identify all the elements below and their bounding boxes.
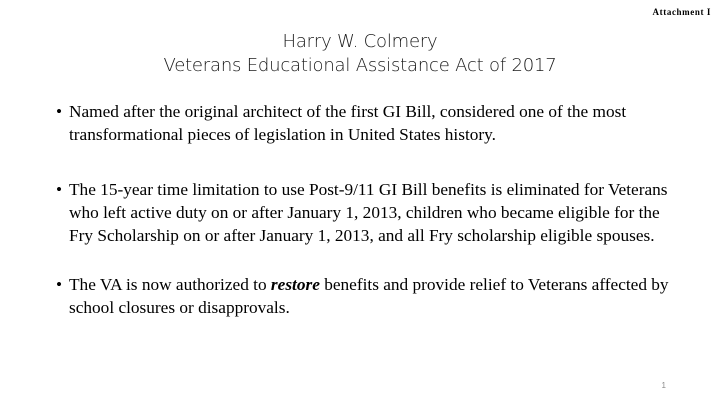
bullet-item-time-limit xyxy=(56,178,686,247)
page-number: 1 xyxy=(661,381,666,390)
bullet-item-restore xyxy=(56,273,686,319)
bullet-marker: • xyxy=(56,180,63,199)
title-line-name: Harry W. Colmery xyxy=(282,31,438,52)
bullet-marker: • xyxy=(56,102,63,121)
bullet-list xyxy=(56,100,686,319)
attachment-label: Attachment I xyxy=(652,7,711,17)
bullet-item-origin xyxy=(56,100,686,146)
bullet-marker: • xyxy=(56,275,63,294)
bullet-text-before: The VA is now authorized to xyxy=(69,275,271,294)
bullet-text: The 15-year time limitation to use Post-9/11 GI Bill benefits is eliminated for Veterans who left active duty on or after January 1, 2013, children who became eligible for the Fry Scholarship on or after January 1, 2013, and all Fry scholarship eligible spouses. xyxy=(69,180,668,245)
bullet-emphasis: restore xyxy=(270,275,320,294)
bullet-text-after: benefits and provide relief to Veterans affected by school closures or disapprovals. xyxy=(69,275,669,317)
title-line-act: Veterans Educational Assistance Act of 2017 xyxy=(163,55,557,76)
bullet-text: Named after the original architect of the first GI Bill, considered one of the most transformational pieces of legislation in United States history. xyxy=(69,102,627,144)
slide-title xyxy=(0,30,720,78)
